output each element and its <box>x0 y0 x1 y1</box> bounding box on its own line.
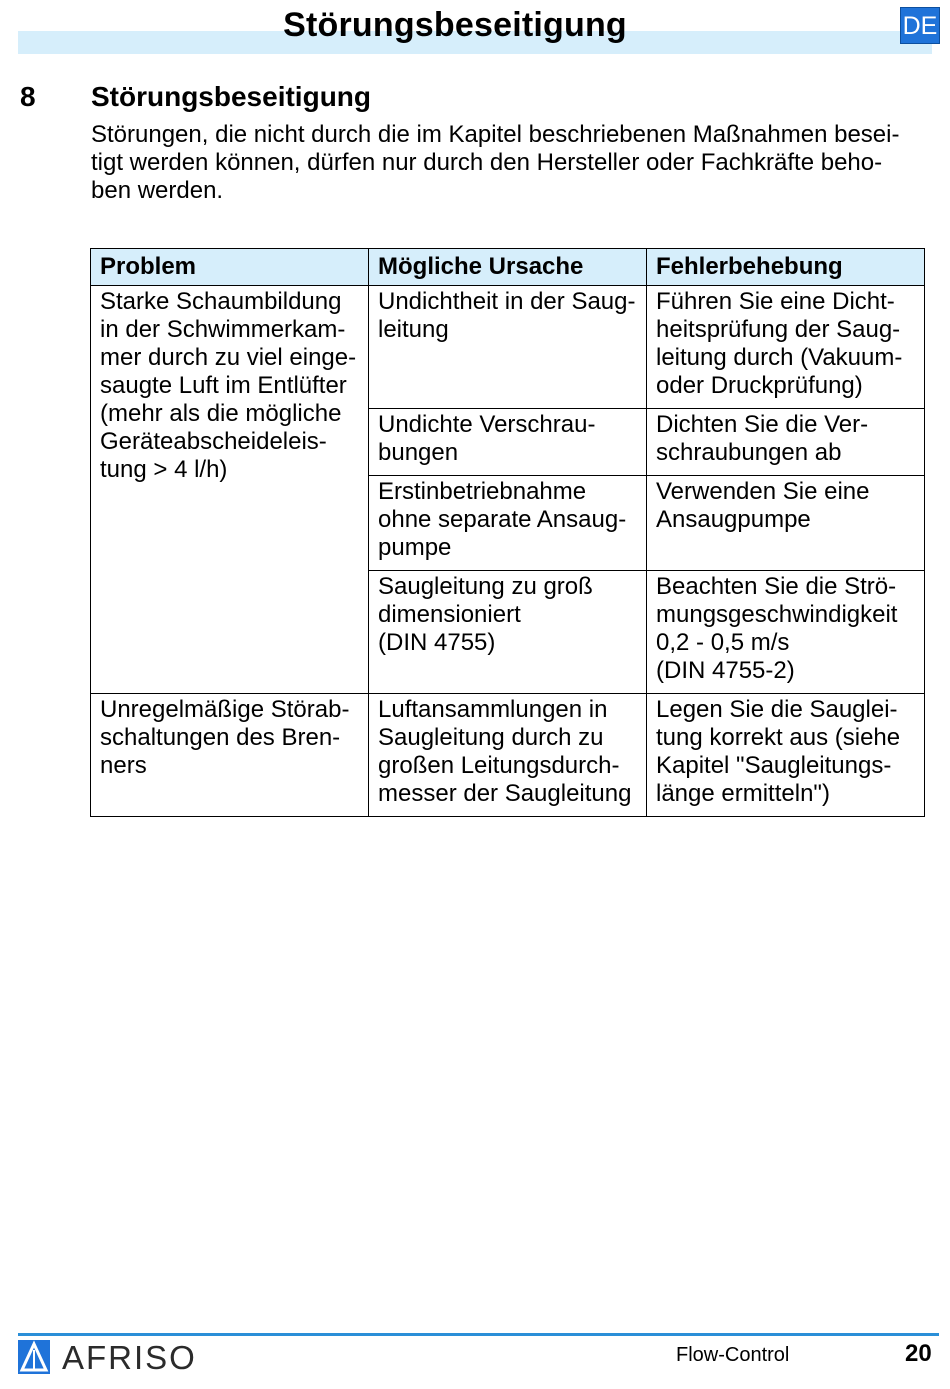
intro-paragraph <box>91 121 933 205</box>
problem-line: ners <box>100 752 147 779</box>
cause-cell <box>369 286 647 409</box>
problem-line: saugte Luft im Entlüfter <box>100 372 347 399</box>
cause-line: Erstinbetriebnahme <box>378 478 587 505</box>
cause-line: messer der Saugleitung <box>378 780 632 807</box>
section-title: Störungsbeseitigung <box>91 81 371 112</box>
cause-cell <box>369 409 647 476</box>
cause-line: Undichtheit in der Saug- <box>378 288 636 315</box>
fix-line: Führen Sie eine Dicht- <box>656 288 895 315</box>
cause-line: (DIN 4755) <box>378 629 496 656</box>
afriso-triangle-logo-icon <box>18 1340 50 1374</box>
column-header-fix: Fehlerbehebung <box>647 249 925 286</box>
fix-line: tung korrekt aus (siehe <box>656 724 901 751</box>
problem-line: Geräteabscheideleis- <box>100 428 327 455</box>
fix-line: Kapitel "Saugleitungs- <box>656 752 892 779</box>
problem-line: schaltungen des Bren- <box>100 724 341 751</box>
cause-line: bungen <box>378 439 459 466</box>
table-body <box>91 286 925 817</box>
fix-line: Beachten Sie die Strö- <box>656 573 897 600</box>
fix-line: heitsprüfung der Saug- <box>656 316 901 343</box>
fix-line: Verwenden Sie eine <box>656 478 870 505</box>
fix-line: Dichten Sie die Ver- <box>656 411 869 438</box>
cause-cell <box>369 476 647 571</box>
column-header-problem: Problem <box>91 249 369 286</box>
intro-line: ben werden. <box>91 177 224 204</box>
table-row <box>91 286 925 409</box>
fix-cell <box>647 286 925 409</box>
page-header-title: Störungsbeseitigung <box>283 6 627 44</box>
cause-line: leitung <box>378 316 449 343</box>
language-badge: DE <box>900 7 940 44</box>
fix-line: leitung durch (Vakuum- <box>656 344 903 371</box>
problem-line: in der Schwimmerkam- <box>100 316 346 343</box>
fix-line: schraubungen ab <box>656 439 842 466</box>
problem-line: tung > 4 l/h) <box>100 456 228 483</box>
footer-rule <box>18 1333 939 1336</box>
problem-line: mer durch zu viel einge- <box>100 344 357 371</box>
section-number: 8 <box>20 81 36 112</box>
cause-line: Saugleitung durch zu <box>378 724 604 751</box>
fix-cell <box>647 409 925 476</box>
problem-cell <box>91 694 369 817</box>
cause-line: Saugleitung zu groß <box>378 573 593 600</box>
cause-cell <box>369 694 647 817</box>
fix-line: 0,2 - 0,5 m/s <box>656 629 790 656</box>
cause-line: ohne separate Ansaug- <box>378 506 627 533</box>
problem-line: (mehr als die mögliche <box>100 400 342 427</box>
problem-line: Unregelmäßige Störab- <box>100 696 350 723</box>
fix-cell <box>647 694 925 817</box>
fix-line: Ansaugpumpe <box>656 506 811 533</box>
fix-cell <box>647 476 925 571</box>
cause-line: dimensioniert <box>378 601 521 628</box>
cause-line: Undichte Verschrau- <box>378 411 596 438</box>
cause-cell <box>369 571 647 694</box>
fix-line: Legen Sie die Sauglei- <box>656 696 898 723</box>
fix-cell <box>647 571 925 694</box>
intro-line: tigt werden können, dürfen nur durch den Hersteller oder Fachkräfte beho- <box>91 149 883 176</box>
brand-name: AFRISO <box>62 1339 197 1376</box>
cause-line: großen Leitungsdurch- <box>378 752 620 779</box>
problem-line: Starke Schaumbildung <box>100 288 342 315</box>
fix-line: oder Druckprüfung) <box>656 372 863 399</box>
cause-line: Luftansammlungen in <box>378 696 608 723</box>
fix-line: mungsgeschwindigkeit <box>656 601 898 628</box>
column-header-cause: Mögliche Ursache <box>369 249 647 286</box>
table-header-row <box>91 249 925 286</box>
cause-line: pumpe <box>378 534 452 561</box>
table-row <box>91 694 925 817</box>
fix-line: (DIN 4755-2) <box>656 657 795 684</box>
intro-line: Störungen, die nicht durch die im Kapitel beschriebenen Maßnahmen besei- <box>91 121 900 148</box>
product-name: Flow-Control <box>676 1344 790 1366</box>
page-number: 20 <box>905 1340 932 1367</box>
problem-cell <box>91 286 369 694</box>
troubleshooting-table <box>90 248 925 817</box>
fix-line: länge ermitteln") <box>656 780 830 807</box>
